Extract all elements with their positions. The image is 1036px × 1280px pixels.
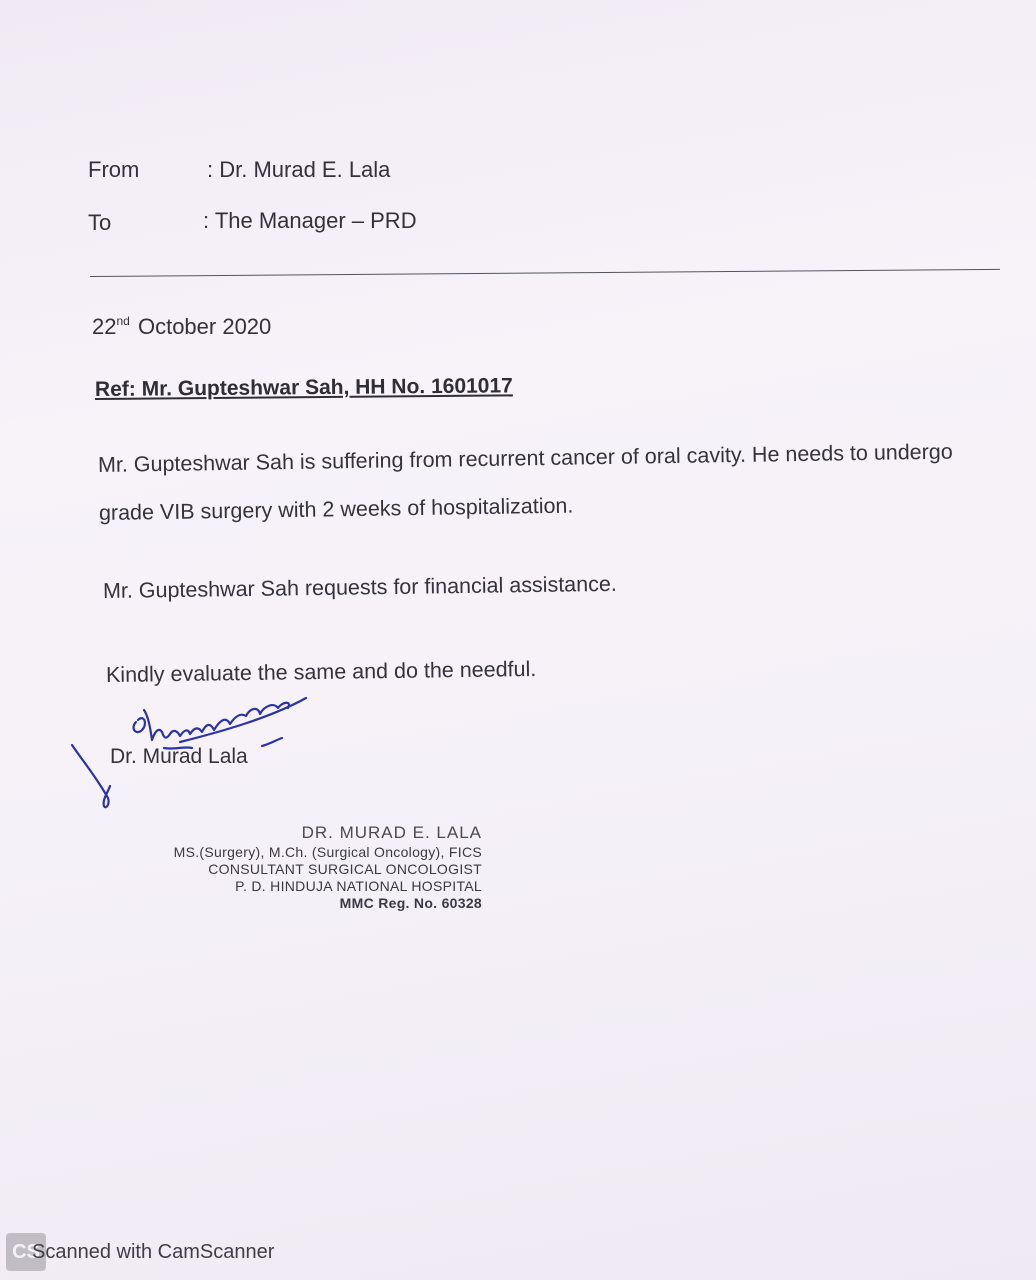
stamp-hospital: P. D. HINDUJA NATIONAL HOSPITAL	[235, 878, 482, 894]
to-value: : The Manager – PRD	[203, 208, 417, 233]
signatory-name: Dr. Murad Lala	[110, 745, 248, 768]
stamp-registration: MMC Reg. No. 60328	[339, 895, 482, 911]
date-suffix: nd	[116, 314, 130, 328]
stamp-title: CONSULTANT SURGICAL ONCOLOGIST	[208, 861, 482, 877]
body-paragraph-2: Mr. Gupteshwar Sah requests for financial assistance.	[102, 571, 617, 603]
doctor-stamp	[100, 822, 482, 912]
reference-line: Ref: Mr. Gupteshwar Sah, HH No. 1601017	[94, 374, 513, 401]
camscanner-watermark	[6, 1232, 274, 1272]
header-divider	[90, 269, 1000, 277]
body-paragraph-1-line-2: grade VIB surgery with 2 weeks of hospitalization.	[98, 493, 574, 525]
body-paragraph-3: Kindly evaluate the same and do the needful.	[105, 656, 537, 687]
stamp-qualifications: MS.(Surgery), M.Ch. (Surgical Oncology), FICS	[173, 844, 482, 860]
body-paragraph-1-line-1: Mr. Gupteshwar Sah is suffering from recurrent cancer of oral cavity. He needs to undergo	[97, 439, 953, 477]
from-value: : Dr. Murad E. Lala	[207, 157, 391, 182]
date-day: 22	[92, 314, 117, 339]
watermark-text: Scanned with CamScanner	[32, 1240, 275, 1263]
date-month-year: October 2020	[137, 314, 272, 339]
from-label: From	[88, 157, 140, 182]
letter-date	[92, 314, 271, 340]
to-label: To	[88, 210, 112, 235]
stamp-name: DR. MURAD E. LALA	[301, 823, 482, 842]
camscanner-logo-icon: CS	[6, 1233, 46, 1271]
handwritten-signature	[70, 680, 330, 830]
